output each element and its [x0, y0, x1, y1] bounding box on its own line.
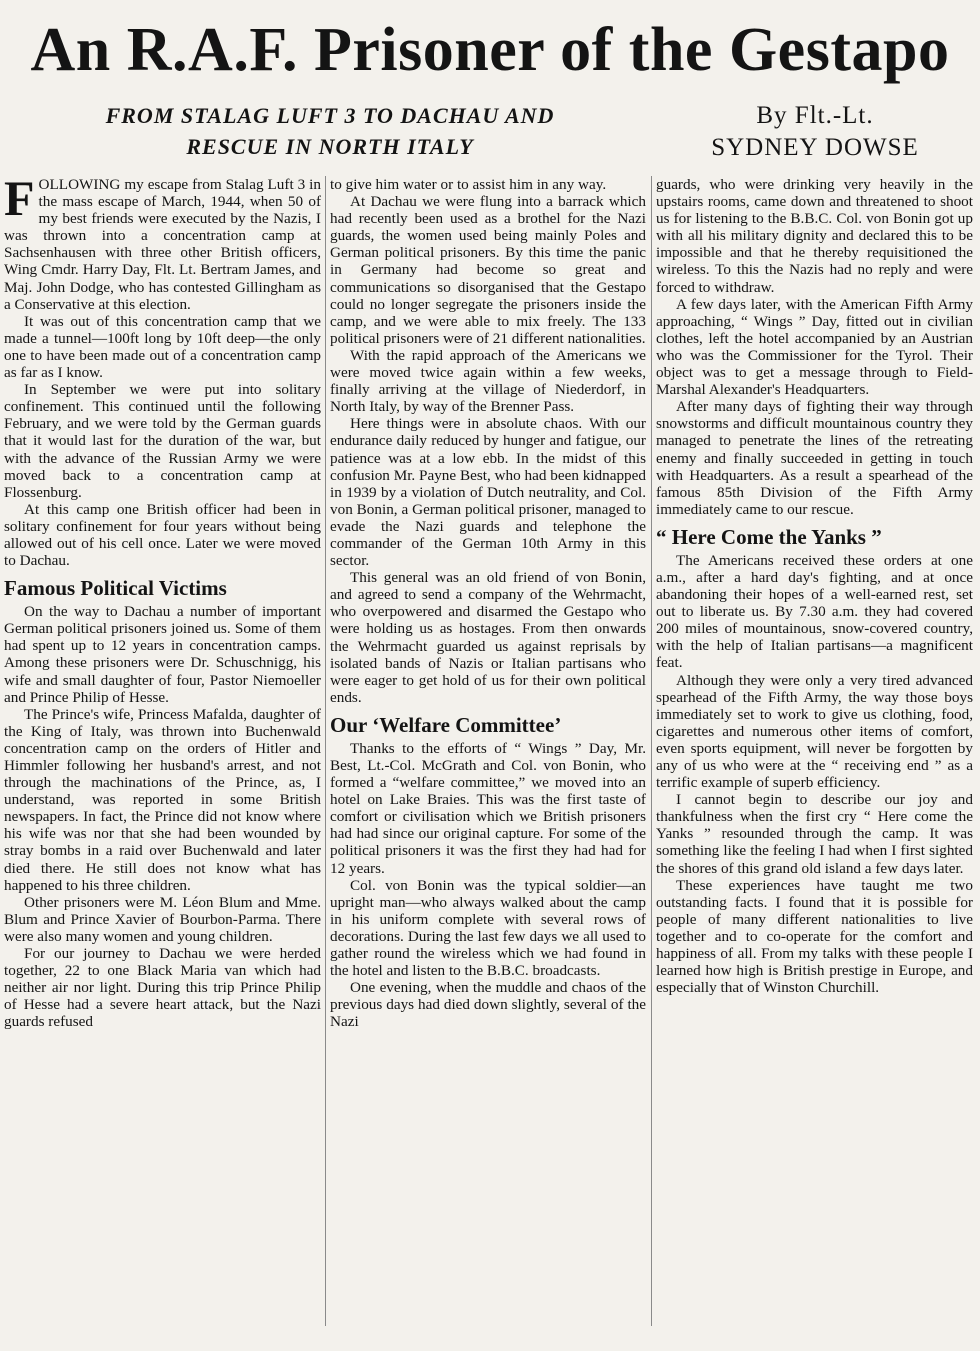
drop-cap: F — [4, 176, 35, 226]
paragraph: Thanks to the efforts of “ Wings ” Day, Mr. Best, Lt.-Col. McGrath and Col. von Bonin, who formed a “welfare committee,” we moved into an hotel on Lake Braies. This was the first taste of comfort or civilisation which we British prisoners had had since our original capture. For some of the political prisoners it was the first they had had for 12 years. — [330, 739, 646, 877]
paragraph: Col. von Bonin was the typical soldier—an upright man—who always walked about the camp in his uniform complete with several rows of decorations. During the last few days we all used to gather round the wireless which we had found in the hotel and listen to the B.B.C. broadcasts. — [330, 876, 646, 980]
paragraph: At this camp one British officer had been in solitary confinement for four years without being allowed out of his cell once. Later we were moved to Dachau. — [4, 500, 321, 570]
paragraph: With the rapid approach of the Americans we were moved twice again within a few weeks, finally arriving at the village of Niederdorf, in North Italy, by way of the Brenner Pass. — [330, 346, 646, 416]
article-column-2 — [330, 176, 646, 1346]
paragraph: A few days later, with the American Fifth Army approaching, “ Wings ” Day, fitted out in civilian clothes, left the hotel accompanied by an Austrian who was the Commissioner for the Tyrol. Their object was to get a message through to Field-Marshal Alexander's Headquarters. — [656, 295, 973, 399]
byline-prefix: By Flt.-Lt. — [756, 102, 874, 129]
paragraph: For our journey to Dachau we were herded together, 22 to one Black Maria van which had neither air nor light. During this trip Prince Philip of Hesse had a severe heart attack, but the Nazi guards refused — [4, 945, 321, 1031]
paragraph: At Dachau we were flung into a barrack which had recently been used as a brothel for the Nazi guards, the women used being mainly Poles and German political prisoners. By this time the panic in Germany had become so great and communications so disorganised that the Gestapo could no longer segregate the prisoners inside the camp, and we were able to mix freely. The 133 political prisoners were of 21 different nationalities. — [330, 193, 646, 347]
section-heading: “ Here Come the Yanks ” — [656, 524, 882, 549]
subheadline — [20, 100, 640, 162]
paragraph: After many days of fighting their way through snowstorms and difficult mountainous country they managed to penetrate the lines of the retreating enemy and finally succeeded in getting in touch with Headquarters. As a result a spearhead of the famous 85th Division of the Fifth Army immediately came to our rescue. — [656, 398, 973, 518]
column-divider — [651, 176, 652, 1326]
section-heading: Famous Political Victims — [4, 576, 227, 601]
byline — [660, 100, 970, 164]
paragraph: In September we were put into solitary confinement. This continued until the following February, and we were told by the German guards that it would last for the duration of the war, but with the advance of the Russian Army we were moved back to a concentration camp at Flossenburg. — [4, 381, 321, 501]
paragraph: These experiences have taught me two outstanding facts. I found that it is possible for people of many different nationalities to live together and to co-operate for the comfort and happiness of all. From my talks with these people I learned how high is British prestige in Europe, and especially that of Winston Churchill. — [656, 876, 973, 997]
subheadline-line-1: FROM STALAG LUFT 3 TO DACHAU AND — [105, 103, 555, 128]
byline-author: SYDNEY DOWSE — [711, 134, 919, 161]
paragraph: The Prince's wife, Princess Mafalda, daughter of the King of Italy, was thrown into Buchenwald concentration camp on the orders of Hitler and Himmler following her husband's arrest, and not through the machinations of the Prince, as, I understand, was reported in some British newspapers. In fact, the Prince did not know where his wife was nor that she had been wounded by stray bombs in a raid over Buchenwald and later died there. He still does not know what has happened to his three children. — [4, 705, 321, 894]
headline: An R.A.F. Prisoner of the Gestapo — [30, 16, 950, 84]
paragraph: It was out of this concentration camp that we made a tunnel—100ft long by 10ft deep—the only one to have been made out of a concentration camp as far as I know. — [4, 312, 321, 382]
subheadline-line-2: RESCUE IN NORTH ITALY — [186, 134, 474, 159]
paragraph: One evening, when the muddle and chaos of the previous days had died down slightly, several of the Nazi — [330, 979, 646, 1031]
paragraph: I cannot begin to describe our joy and thankfulness when the first cry “ Here come the Yanks ” resounded through the camp. It was something like the feeling I had when I first sighted the shores of this grand old island a few days later. — [656, 791, 973, 877]
paragraph — [4, 176, 321, 313]
paragraph-text: OLLOWING my escape from Stalag Luft 3 in the mass escape of March, 1944, when 50 of my best friends were executed by the Nazis, I was thrown into a concentration camp at Sachsenhausen with three other British officers, Wing Cmdr. Harry Day, Flt. Lt. Bertram James, and Maj. John Dodge, who has contested Gillingham as a Conservative at this election. — [4, 176, 321, 313]
paragraph: On the way to Dachau a number of important German political prisoners joined us. Some of them had spent up to 12 years in concentration camps. Among these prisoners were Dr. Schuschnigg, his wife and small daughter of four, Pastor Niemoeller and Prince Philip of Hesse. — [4, 603, 321, 706]
paragraph: to give him water or to assist him in any way. — [330, 176, 607, 193]
paragraph: Here things were in absolute chaos. With our endurance daily reduced by hunger and fatigue, our patience was at a low ebb. In the midst of this confusion Mr. Payne Best, who had been kidnapped in 1939 by a violation of Dutch neutrality, and Col. von Bonin, a German political prisoner, managed to evade the Nazi guards and telephone the commander of the German 10th Army in this sector. — [330, 415, 646, 570]
paragraph: The Americans received these orders at one a.m., after a hard day's fighting, and at once abandoning their hopes of a well-earned rest, set out to liberate us. By 7.30 a.m. they had covered 200 miles of mountainous, snow-covered country, with the help of Italian partisans—a magnificent feat. — [656, 551, 973, 672]
section-heading: Our ‘Welfare Committee’ — [330, 712, 562, 737]
article-column-1 — [4, 176, 321, 1346]
paragraph: Although they were only a very tired advanced spearhead of the Fifth Army, the way those boys immediately set to work to give us clothing, food, cigarettes and numerous other items of comfort, even sports equipment, will never be forgotten by any of us who were at the “ receiving end ” as a terrific example of superb efficiency. — [656, 671, 973, 792]
paragraph: Other prisoners were M. Léon Blum and Mme. Blum and Prince Xavier of Bourbon-Parma. There were also many women and young children. — [4, 893, 321, 945]
paragraph: guards, who were drinking very heavily in the upstairs rooms, came down and threatened to shoot us for listening to the B.B.C. Col. von Bonin got up with all his military dignity and declared this to be impossible and that he thereby requisitioned the wireless. To this the Nazis had no reply and were forced to withdraw. — [656, 176, 973, 296]
article-column-3 — [656, 176, 973, 1346]
column-divider — [325, 176, 326, 1326]
paragraph: This general was an old friend of von Bonin, and agreed to send a company of the Wehrmacht, who overpowered and disarmed the Gestapo who were holding us as hostages. From then onwards the Wehrmacht guarded us against reprisals by isolated bands of Nazis or Italian partisans who were eager to get hold of us for their own political ends. — [330, 569, 646, 706]
